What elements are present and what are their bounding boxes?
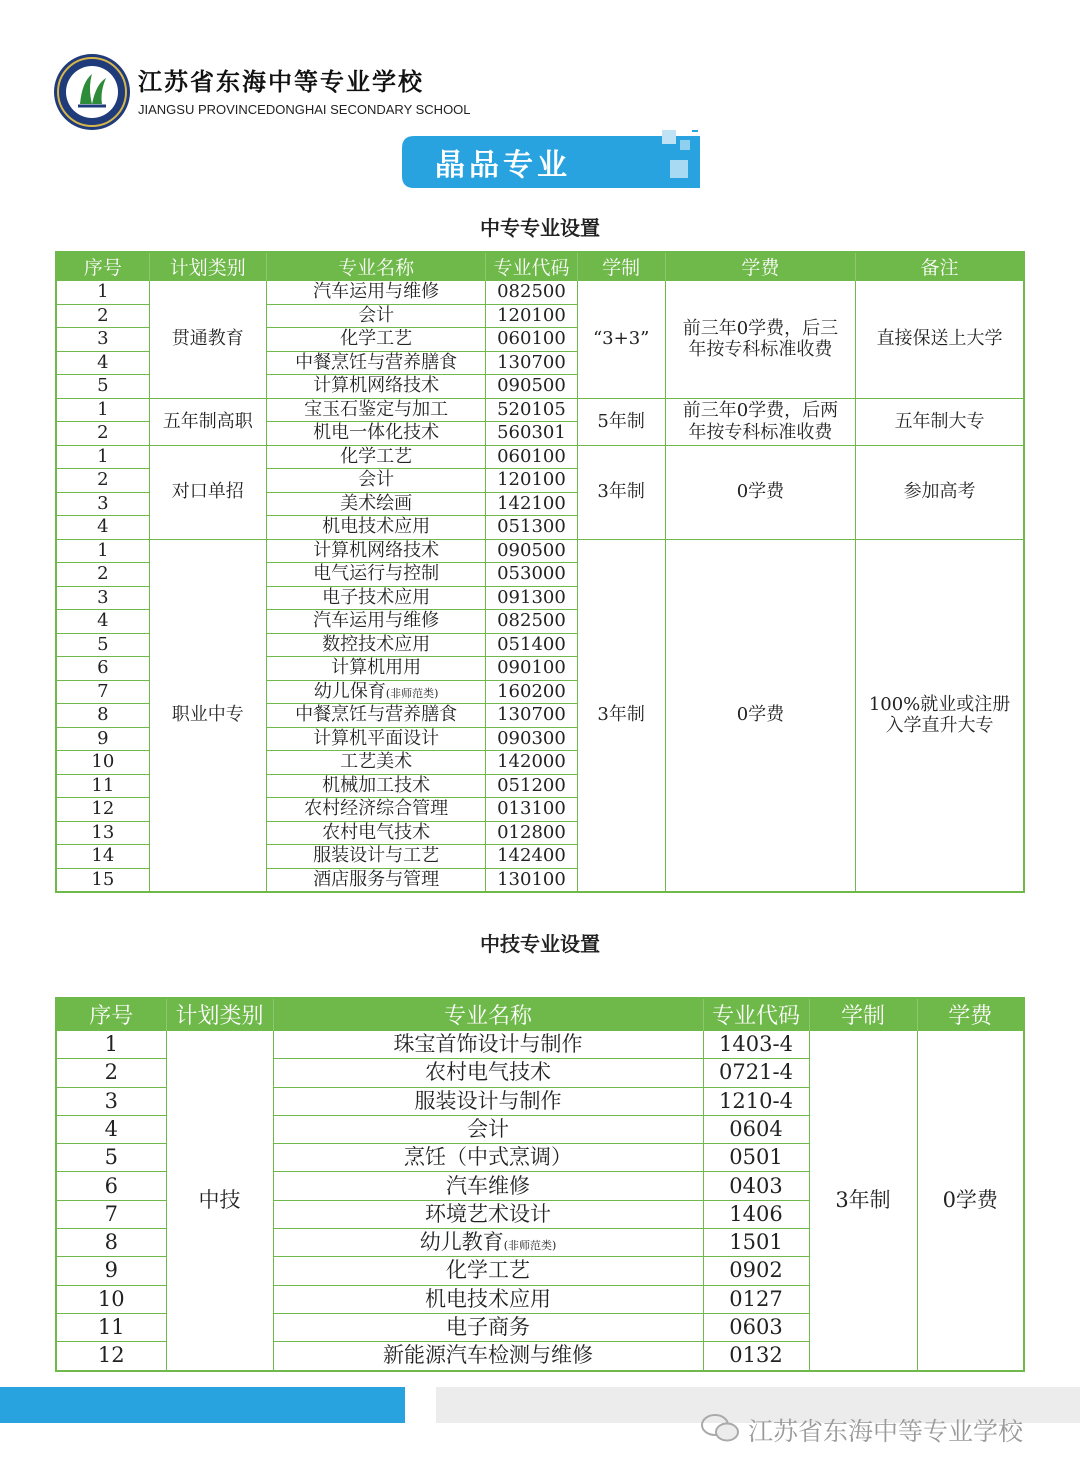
category-cell: 对口单招 <box>149 445 266 539</box>
row-number: 9 <box>56 1257 166 1285</box>
major-name-text: 服装设计与工艺 <box>313 845 440 867</box>
remark-cell: 100%就业或注册入学直升大专 <box>856 539 1024 892</box>
system-cell: 5年制 <box>577 398 665 445</box>
major-name-text: 计算机网络技术 <box>313 539 440 561</box>
major-name <box>266 798 485 822</box>
major-note: (非师范类) <box>503 1239 557 1253</box>
major-code: 120100 <box>486 304 577 328</box>
major-name-text: 酒店服务与管理 <box>313 868 440 890</box>
column-header: 序号 <box>56 252 149 281</box>
row-number: 12 <box>56 798 149 822</box>
major-code: 142400 <box>486 845 577 869</box>
row-number: 1 <box>56 398 149 422</box>
row-number: 5 <box>56 1144 166 1172</box>
major-name-text: 电子商务 <box>446 1315 530 1340</box>
row-number: 4 <box>56 1115 166 1143</box>
major-name <box>266 539 485 563</box>
major-name <box>266 727 485 751</box>
column-header: 备注 <box>856 252 1024 281</box>
major-code: 090300 <box>486 727 577 751</box>
table-row <box>56 398 1024 422</box>
row-number: 12 <box>56 1342 166 1371</box>
table-header-row <box>56 252 1024 281</box>
row-number: 1 <box>56 445 149 469</box>
category-cell: 中技 <box>166 1031 273 1371</box>
major-code: 160200 <box>486 680 577 704</box>
row-number: 3 <box>56 492 149 516</box>
column-header: 学制 <box>577 252 665 281</box>
major-name <box>273 1059 703 1087</box>
row-number: 11 <box>56 774 149 798</box>
column-header: 计划类别 <box>166 998 273 1031</box>
major-name <box>273 1229 703 1257</box>
major-name <box>266 328 485 352</box>
major-name <box>266 422 485 446</box>
row-number: 8 <box>56 1229 166 1257</box>
major-code: 1501 <box>703 1229 809 1257</box>
major-name-text: 宝玉石鉴定与加工 <box>304 398 449 420</box>
major-code: 1406 <box>703 1200 809 1228</box>
major-name-text: 化学工艺 <box>446 1258 530 1283</box>
table-row <box>56 281 1024 305</box>
row-number: 3 <box>56 1087 166 1115</box>
major-name <box>266 375 485 399</box>
category-cell: 贯通教育 <box>149 281 266 399</box>
major-name-text: 农村经济综合管理 <box>304 798 449 820</box>
row-number: 2 <box>56 1059 166 1087</box>
major-name-text: 农村电气技术 <box>322 821 431 843</box>
major-code: 520105 <box>486 398 577 422</box>
major-code: 082500 <box>486 281 577 305</box>
major-name <box>266 445 485 469</box>
major-name-text: 美术绘画 <box>340 492 413 514</box>
column-header: 学费 <box>917 998 1024 1031</box>
row-number: 13 <box>56 821 149 845</box>
table-row <box>56 445 1024 469</box>
major-code: 051300 <box>486 516 577 540</box>
major-name <box>273 1031 703 1059</box>
column-header: 计划类别 <box>149 252 266 281</box>
row-number: 8 <box>56 704 149 728</box>
table-row <box>56 1031 1024 1059</box>
row-number: 11 <box>56 1313 166 1341</box>
row-number: 10 <box>56 751 149 775</box>
major-name <box>266 751 485 775</box>
major-name-text: 汽车维修 <box>446 1173 530 1198</box>
major-code: 120100 <box>486 469 577 493</box>
major-name-text: 化学工艺 <box>340 328 413 350</box>
major-name <box>266 398 485 422</box>
zhongzhuan-title: 中专专业设置 <box>480 216 600 240</box>
column-header: 序号 <box>56 998 166 1031</box>
major-name <box>266 610 485 634</box>
zhongzhuan-table <box>55 251 1025 893</box>
row-number: 2 <box>56 422 149 446</box>
major-name-text: 会计 <box>358 304 395 326</box>
major-name <box>266 821 485 845</box>
major-code: 0132 <box>703 1342 809 1371</box>
major-code: 060100 <box>486 328 577 352</box>
major-code: 1403-4 <box>703 1031 809 1059</box>
row-number: 3 <box>56 328 149 352</box>
major-name-text: 幼儿教育 <box>419 1230 504 1255</box>
major-code: 090500 <box>486 375 577 399</box>
major-code: 0604 <box>703 1115 809 1143</box>
major-name <box>273 1087 703 1115</box>
major-name <box>273 1257 703 1285</box>
column-header: 专业代码 <box>703 998 809 1031</box>
table-header-row <box>56 998 1024 1031</box>
major-name <box>273 1172 703 1200</box>
table-row <box>56 539 1024 563</box>
major-code: 060100 <box>486 445 577 469</box>
fee-cell: 0学费 <box>917 1031 1024 1371</box>
row-number: 5 <box>56 375 149 399</box>
column-header: 专业名称 <box>273 998 703 1031</box>
remark-cell: 直接保送上大学 <box>856 281 1024 399</box>
row-number: 3 <box>56 586 149 610</box>
row-number: 2 <box>56 563 149 587</box>
major-name-text: 计算机平面设计 <box>313 727 440 749</box>
row-number: 7 <box>56 680 149 704</box>
major-name <box>266 351 485 375</box>
category-cell: 职业中专 <box>149 539 266 892</box>
row-number: 5 <box>56 633 149 657</box>
major-code: 053000 <box>486 563 577 587</box>
major-name <box>266 586 485 610</box>
major-code: 051200 <box>486 774 577 798</box>
major-name-text: 幼儿保育 <box>313 680 386 702</box>
row-number: 2 <box>56 304 149 328</box>
major-code: 082500 <box>486 610 577 634</box>
major-code: 130700 <box>486 351 577 375</box>
major-name <box>266 563 485 587</box>
major-note: (非师范类) <box>385 686 439 700</box>
major-code: 142000 <box>486 751 577 775</box>
zhongji-table <box>55 997 1025 1372</box>
major-name <box>266 633 485 657</box>
major-name <box>266 845 485 869</box>
row-number: 4 <box>56 351 149 375</box>
major-name-text: 数控技术应用 <box>322 633 431 655</box>
row-number: 14 <box>56 845 149 869</box>
major-name-text: 汽车运用与维修 <box>313 281 440 303</box>
major-code: 1210-4 <box>703 1087 809 1115</box>
column-header: 专业名称 <box>266 252 485 281</box>
major-name-text: 计算机用用 <box>331 657 422 679</box>
major-name-text: 会计 <box>467 1116 509 1141</box>
row-number: 15 <box>56 868 149 892</box>
category-cell: 五年制高职 <box>149 398 266 445</box>
column-header: 学费 <box>665 252 855 281</box>
fee-cell: 0学费 <box>665 445 855 539</box>
row-number: 6 <box>56 1172 166 1200</box>
major-name <box>273 1342 703 1371</box>
major-code: 130700 <box>486 704 577 728</box>
fee-cell: 0学费 <box>665 539 855 892</box>
major-code: 0127 <box>703 1285 809 1313</box>
fee-cell: 前三年0学费，后两年按专科标准收费 <box>665 398 855 445</box>
major-name <box>266 774 485 798</box>
major-name <box>273 1115 703 1143</box>
major-name <box>266 516 485 540</box>
row-number: 4 <box>56 610 149 634</box>
system-cell: “3+3” <box>577 281 665 399</box>
major-name <box>266 469 485 493</box>
row-number: 10 <box>56 1285 166 1313</box>
fee-cell: 前三年0学费，后三年按专科标准收费 <box>665 281 855 399</box>
major-name <box>273 1200 703 1228</box>
major-name-text: 机电技术应用 <box>425 1286 551 1311</box>
major-name <box>273 1313 703 1341</box>
major-name <box>266 492 485 516</box>
major-name <box>266 657 485 681</box>
wechat-icon <box>700 1412 740 1444</box>
major-code: 090500 <box>486 539 577 563</box>
major-name-text: 化学工艺 <box>340 445 413 467</box>
major-code: 0603 <box>703 1313 809 1341</box>
major-name-text: 工艺美术 <box>340 751 413 773</box>
major-code: 051400 <box>486 633 577 657</box>
major-code: 0501 <box>703 1144 809 1172</box>
major-name-text: 服装设计与制作 <box>414 1088 562 1113</box>
system-cell: 3年制 <box>809 1031 917 1371</box>
major-name-text: 计算机网络技术 <box>313 375 440 397</box>
row-number: 2 <box>56 469 149 493</box>
major-code: 560301 <box>486 422 577 446</box>
system-cell: 3年制 <box>577 539 665 892</box>
row-number: 7 <box>56 1200 166 1228</box>
major-name <box>266 680 485 704</box>
major-name-text: 农村电气技术 <box>425 1060 551 1085</box>
major-code: 013100 <box>486 798 577 822</box>
major-name-text: 汽车运用与维修 <box>313 610 440 632</box>
major-code: 090100 <box>486 657 577 681</box>
row-number: 6 <box>56 657 149 681</box>
remark-cell: 参加高考 <box>856 445 1024 539</box>
school-name-en: JIANGSU PROVINCEDONGHAI SECONDARY SCHOOL <box>138 102 471 117</box>
major-code: 012800 <box>486 821 577 845</box>
major-code: 091300 <box>486 586 577 610</box>
major-code: 0721-4 <box>703 1059 809 1087</box>
footer-text: 江苏省东海中等专业学校 <box>748 1417 1024 1446</box>
remark-cell: 五年制大专 <box>856 398 1024 445</box>
major-name <box>273 1144 703 1172</box>
major-name-text: 机电一体化技术 <box>313 422 440 444</box>
major-code: 0403 <box>703 1172 809 1200</box>
school-name-cn: 江苏省东海中等专业学校 <box>138 68 424 96</box>
major-name-text: 珠宝首饰设计与制作 <box>393 1032 583 1057</box>
zhongji-title: 中技专业设置 <box>480 932 600 956</box>
major-code: 142100 <box>486 492 577 516</box>
major-name-text: 环境艺术设计 <box>425 1201 551 1226</box>
major-name <box>266 304 485 328</box>
school-logo <box>52 52 132 132</box>
major-name-text: 中餐烹饪与营养膳食 <box>295 704 458 726</box>
major-code: 0902 <box>703 1257 809 1285</box>
major-name-text: 会计 <box>358 469 395 491</box>
row-number: 1 <box>56 281 149 305</box>
major-name-text: 电气运行与控制 <box>313 563 440 585</box>
row-number: 4 <box>56 516 149 540</box>
major-name-text: 机械加工技术 <box>322 774 431 796</box>
major-name <box>266 281 485 305</box>
major-name-text: 新能源汽车检测与维修 <box>383 1343 593 1368</box>
footer-bar-blue <box>0 1387 405 1423</box>
major-name-text: 机电技术应用 <box>322 516 431 538</box>
row-number: 9 <box>56 727 149 751</box>
row-number: 1 <box>56 539 149 563</box>
major-name-text: 电子技术应用 <box>322 586 431 608</box>
major-name <box>266 868 485 892</box>
major-name <box>273 1285 703 1313</box>
system-cell: 3年制 <box>577 445 665 539</box>
column-header: 专业代码 <box>486 252 577 281</box>
banner-label: 晶品专业 <box>435 148 571 183</box>
major-name <box>266 704 485 728</box>
major-name-text: 中餐烹饪与营养膳食 <box>295 351 458 373</box>
column-header: 学制 <box>809 998 917 1031</box>
major-name-text: 烹饪（中式烹调） <box>404 1145 572 1170</box>
major-code: 130100 <box>486 868 577 892</box>
row-number: 1 <box>56 1031 166 1059</box>
